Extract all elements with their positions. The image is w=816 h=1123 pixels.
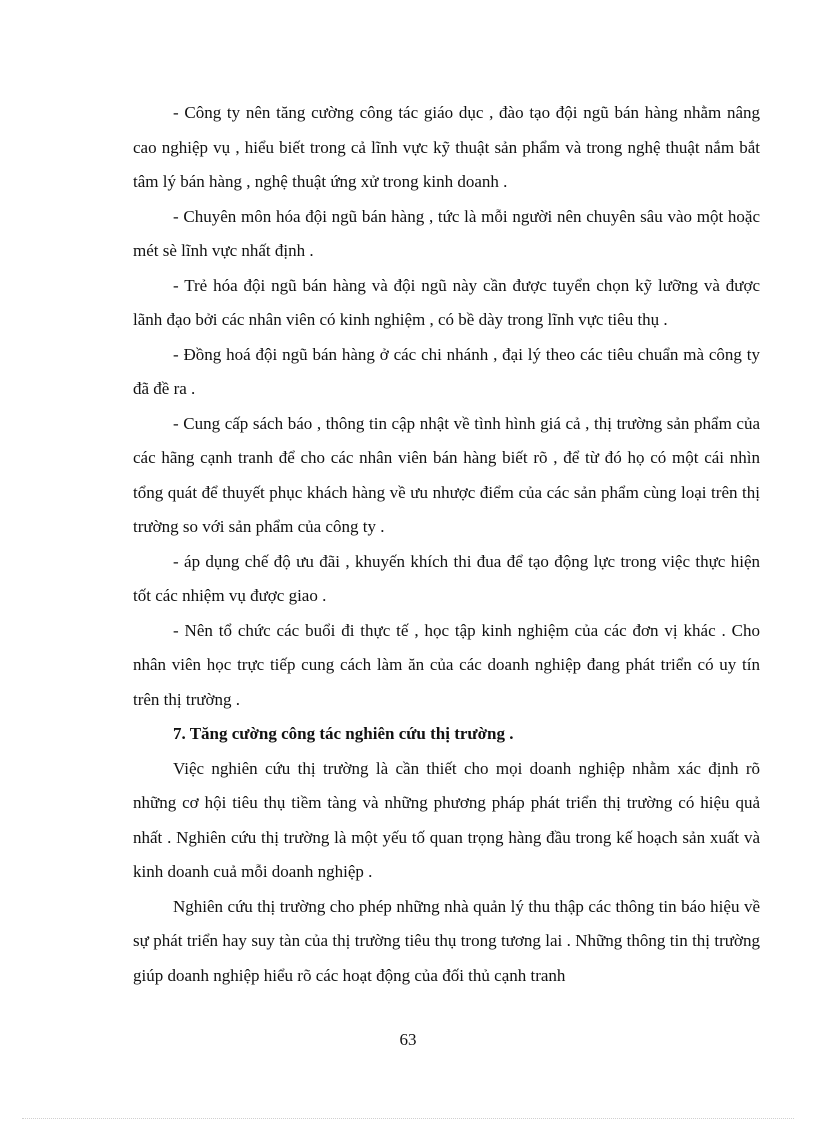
bullet-paragraph: - Cung cấp sách báo , thông tin cập nhật về tình hình giá cả , thị trường sản phẩm của các hãng cạnh tranh để cho các nhân viên bán hàng biết rõ , để từ đó họ có một cái nhìn tổng quát để thuyết phục khách hàng về ưu nhược điểm của các sản phẩm cùng loại trên thị trường so với sản phẩm của công ty .: [133, 413, 760, 536]
body-paragraph: Việc nghiên cứu thị trường là cần thiết cho mọi doanh nghiệp nhằm xác định rõ những cơ hội tiêu thụ tiềm tàng và những phương pháp phát triển thị trường có hiệu quả nhất . Nghiên cứu thị trường là một yếu tố quan trọng hàng đầu trong kế hoạch sản xuất và kinh doanh cuả mỗi doanh nghiệp .: [133, 758, 760, 881]
page-number: 63: [399, 1030, 417, 1049]
bullet-paragraph: - Chuyên môn hóa đội ngũ bán hàng , tức là mỗi người nên chuyên sâu vào một hoặc mét sè lĩnh vực nhất định .: [133, 206, 760, 260]
bullet-paragraph: - áp dụng chế độ ưu đãi , khuyến khích thi đua để tạo động lực trong việc thực hiện tốt các nhiệm vụ được giao .: [133, 551, 760, 605]
page-bottom-rule: [22, 1118, 794, 1119]
body-paragraph: Nghiên cứu thị trường cho phép những nhà quản lý thu thập các thông tin báo hiệu về sự phát triển hay suy tàn của thị trường tiêu thụ trong tương lai . Những thông tin thị trường giúp doanh nghiệp hiểu rõ các hoạt động của đối thủ cạnh tranh: [133, 896, 760, 985]
bullet-paragraph: - Công ty nên tăng cường công tác giáo dục , đào tạo đội ngũ bán hàng nhằm nâng cao nghiệp vụ , hiểu biết trong cả lĩnh vực kỹ thuật sản phẩm và trong nghệ thuật nắm bắt tâm lý bán hàng , nghệ thuật ứng xử trong kinh doanh .: [133, 103, 760, 191]
bullet-paragraph: - Nên tổ chức các buổi đi thực tế , học tập kinh nghiệm của các đơn vị khác . Cho nhân viên học trực tiếp cung cách làm ăn của các doanh nghiệp đang phát triển có uy tín trên thị trường .: [133, 620, 760, 709]
bullet-paragraph: - Đồng hoá đội ngũ bán hàng ở các chi nhánh , đại lý theo các tiêu chuẩn mà công ty đã đề ra .: [133, 344, 760, 398]
bullet-paragraph: - Trẻ hóa đội ngũ bán hàng và đội ngũ này cần được tuyển chọn kỹ lưỡng và được lãnh đạo bởi các nhân viên có kinh nghiệm , có bề dày trong lĩnh vực tiêu thụ .: [133, 275, 760, 329]
section-heading: 7. Tăng cường công tác nghiên cứu thị trường .: [173, 724, 514, 743]
page-body: [133, 96, 760, 993]
